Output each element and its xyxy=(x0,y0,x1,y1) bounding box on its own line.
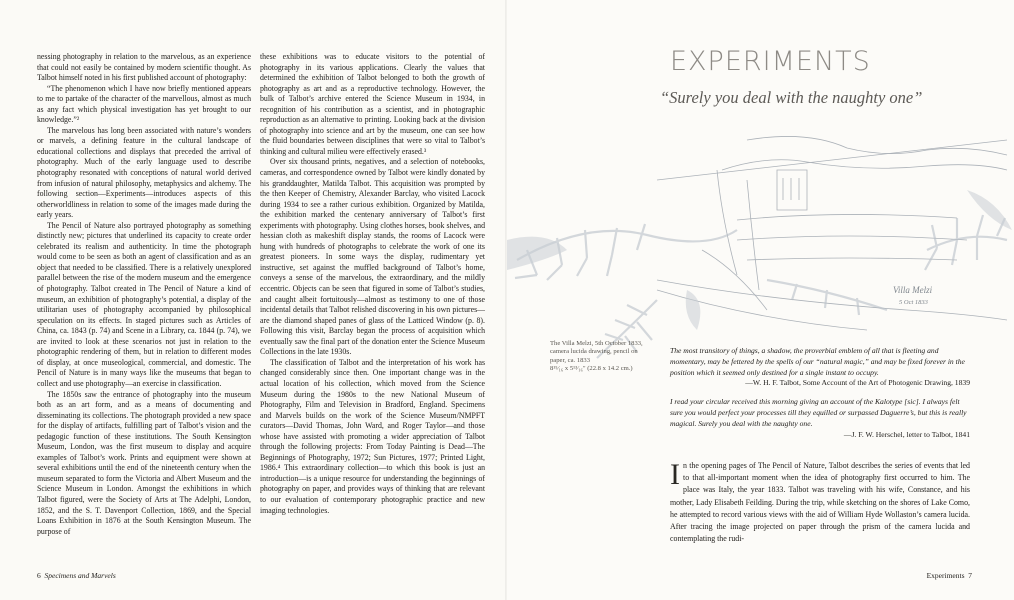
sketch-inscription: Villa Melzi xyxy=(893,285,933,295)
sketch-date: 5 Oct 1833 xyxy=(899,299,928,306)
drop-cap: I xyxy=(670,458,680,491)
chapter-title: EXPERIMENTS xyxy=(670,46,871,77)
figure-caption xyxy=(550,340,645,374)
paragraph: these exhibitions was to educate visitors to the potential of photography in its various applications. Clearly the values that determined the exhibition of Talbot belonged to both the growth of photography as art and as a reproductive technology. However, the bulk of Talbot’s archive entered the Science Museum in 1934, in recognition of his contribution as a scientist, and in photographic reproduction as an alternative to printing. Looking back at the division of photography into science and art by the museum, one can see how the fluid boundaries between disciplines that were so vital to Talbot’s thinking and cultural milieu were effectively erased.³ xyxy=(260,52,485,156)
caption-line: The Villa Melzi, 5th October 1833, xyxy=(550,340,643,347)
epigraph-attribution: —W. H. F. Talbot, Some Account of the Art of Photogenic Drawing, 1839 xyxy=(745,378,970,388)
paragraph: nessing photography in relation to the marvelous, as an experience that could not easily be contained by modern scientific thought. As Talbot himself noted in his first published account of photography: xyxy=(37,52,251,83)
paragraph: The marvelous has long been associated with nature’s wonders or marvels, a defining feature in the cultural landscape of educational collections and displays that preceded the arrival of photography. Much of the early language used to describe photography resonated with conceptions of natural world derived from infusion of natural philosophy, metaphysics and alchemy. The following section—Experiments—introduces aspects of this otherworldliness in relation to some of the images made during the early years. xyxy=(37,125,251,220)
paragraph: The classification of Talbot and the interpretation of his work has changed considerably since then. One important change was in the actual location of his collection, which moved from the Science Museum during the 1980s to the new National Museum of Photography, Film and Television in Bradford, England. Specimens and Marvels builds on the work of the Science Museum/NMPFT curators—David Thomas, John Ward, and Roger Taylor—and those whose have assisted with promoting a wider appreciation of Talbot through the following projects: From Today Painting is Dead—The Beginnings of Photography, 1972; Sun Pictures, 1977; Printed Light, 1986.⁴ This extraordinary collection—to which this book is just an introduction—is a unique resource for understanding the beginnings of photography on paper, and provides ways of thinking that are relevant to our evaluation of contemporary photographic practice and new imaging technologies. xyxy=(260,357,485,515)
quotation: “The phenomenon which I have now briefly mentioned appears to me to partake of the character of the marvellous, almost as much as any fact which physical investigation has yet brought to our knowledge.”² xyxy=(37,83,251,125)
intro-text: n the opening pages of The Pencil of Nature, Talbot describes the series of events that led to that all-important moment when the idea of photography first occurred to him. The place was Italy, the year 1833. Talbot was traveling with his wife, Constance, and his mother, Lady Elisabeth Feilding. During the trip, while sketching on the shores of Lake Como, he attempted to record various views with the aid of William Hyde Wollaston’s camera lucida. After tracing the image projected on paper through the prism of the camera lucida and contemplating the rudi- xyxy=(670,461,970,544)
intro-paragraph xyxy=(670,460,970,545)
caption-line: paper, ca. 1833 xyxy=(550,356,591,364)
right-page xyxy=(507,0,1014,600)
chapter-subtitle: “Surely you deal with the naughty one” xyxy=(660,88,923,107)
epigraphs xyxy=(670,346,970,448)
left-column-1 xyxy=(37,52,251,537)
page-number: 7 xyxy=(968,571,972,580)
villa-melzi-sketch xyxy=(507,100,1014,360)
folio-right xyxy=(927,571,972,580)
caption-line: 8¹⁵⁄₁₆ x 5¹³⁄₁₆″ (22.8 x 14.2 cm.) xyxy=(550,365,633,373)
running-head: Experiments xyxy=(926,571,965,580)
folio-left xyxy=(37,571,116,580)
epigraph-text: I read your circular received this morning giving an account of the Kalotype [sic]. I always felt sure you would perfect your processes till they equilled or surpassed Daguerre’s, but this is really magical. Surely you deal with the naughty one. xyxy=(670,397,967,428)
epigraph-text: The most transitory of things, a shadow, the proverbial emblem of all that is fleeting and momentary, may be fettered by the spells of our “natural magic,” and may be fixed forever in the position which it seemed only destined for a single instant to occupy. xyxy=(670,346,965,377)
paragraph: The Pencil of Nature also portrayed photography as something distinctly new; pictures that underlined its capacity to create order celebrated its realism and authenticity. In time the photograph would come to be seen as both an agent of classification and as an object that needed to be classified. There is a relatively unexplored parallel between the rise of the modern museum and the emergence of photography. Talbot created in The Pencil of Nature a kind of museum, an exhibition of photography’s potential, a display of the utilitarian uses of photography accompanied by philosophical speculation on its effects. In staged pictures such as Articles of China, ca. 1843 (p. 74) and Scene in a Library, ca. 1844 (p. 74), we are invited to look at these scenarios not just in relation to the photographic rendering of them, but in relation to different modes of display, at once museological, commercial, and domestic. The Pencil of Nature is in many ways like the museums that began to collect and use photography—an exercise in classification. xyxy=(37,220,251,388)
paragraph: The 1850s saw the entrance of photography into the museum both as an art form, and as a means of documenting and disseminating its collections. The photograph provided a new space for the display of artifacts, fulfilling part of Talbot’s vision and the pedagogic function of these institutions. The South Kensington Museum, London, was the first museum to display and acquire examples of Talbot’s work. Prints and equipment were shown at several exhibitions until the end of the nineteenth century when the museum separated to form the Victoria and Albert Museum and the Science Museum in London. Amongst the exhibitions in which Talbot figured, were the Society of Arts at The Adelphi, London, 1852, and the S. T. Davenport Collection, 1869, and the Special Loans Exhibition in 1876 at the South Kensington Museum. The purpose of xyxy=(37,389,251,536)
epigraph-attribution: —J. F. W. Herschel, letter to Talbot, 1841 xyxy=(843,429,970,439)
paragraph: Over six thousand prints, negatives, and a selection of notebooks, cameras, and correspondence owned by Talbot were kindly donated by his granddaughter, Matilda Talbot. This acquisition was prompted by the then Keeper of Chemistry, Alexander Barclay, who visited Lacock during 1934 to see a rather curious exhibition. Organized by Matilda, the exhibition marked the centenary anniversary of Talbot’s first experiments with photography. Using clothes horses, book shelves, and hessian cloth as makeshift display stands, the rooms of Lacock were hung with hundreds of photographs to celebrate the work of one its greatest pioneers. In some ways the display, rudimentary yet instructive, set against the muffled background of Talbot’s home, conveys a sense of the marvelous, the extraordinary, and the mildly eccentric. Objects can be seen that figured in some of Talbot’s studies, and caught albeit fortuitously—almost as testimony to one of those incidental details that Talbot relished discovering in his own pictures—are the diamond shaped panes of glass of the Latticed Window (p. 8). Following this visit, Barclay began the process of acquisition which eventually saw the final part of the donation enter the Science Museum Collections in the late 1930s. xyxy=(260,157,485,357)
caption-line: camera lucida drawing, pencil on xyxy=(550,348,638,356)
page-number: 6 xyxy=(37,571,41,580)
left-column-2 xyxy=(260,52,485,516)
running-head: Specimens and Marvels xyxy=(44,571,116,580)
